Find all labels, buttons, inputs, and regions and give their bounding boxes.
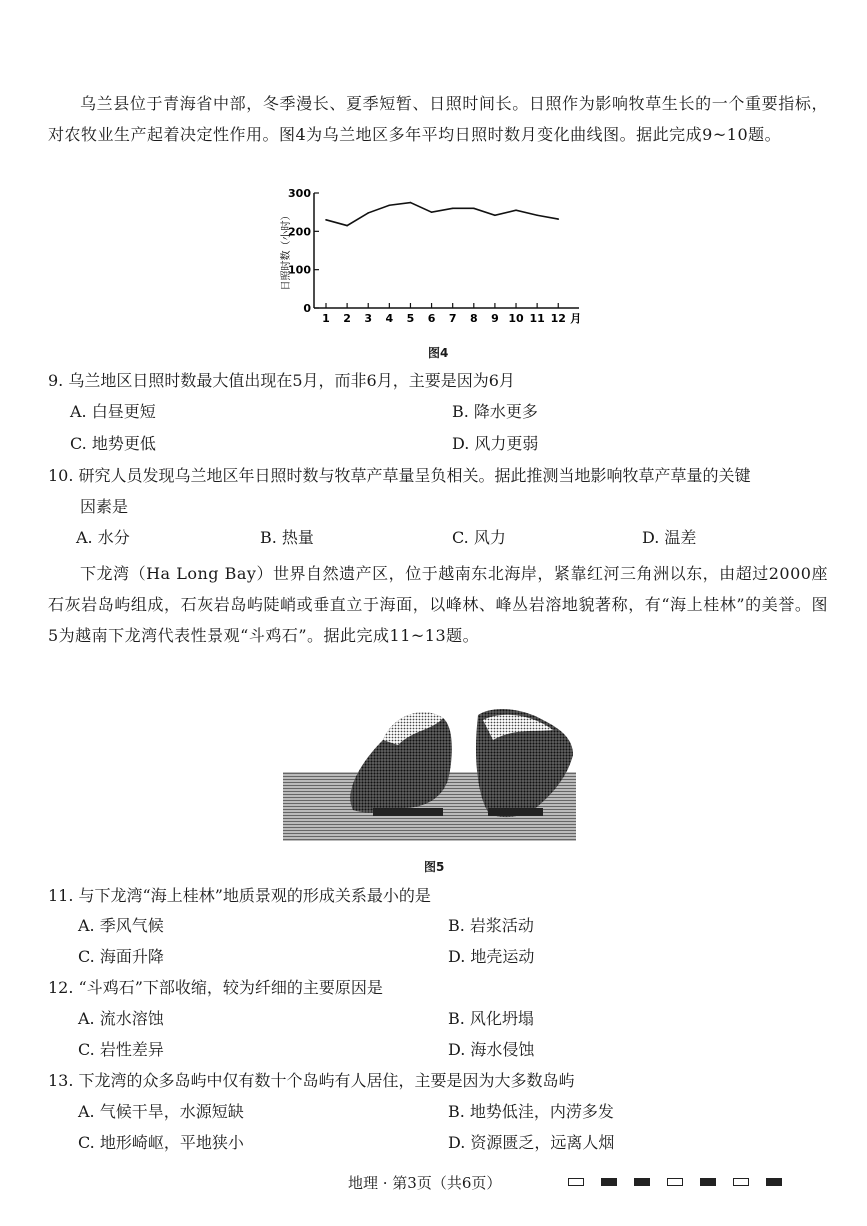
footer-mark: [733, 1178, 749, 1186]
q9-option-c[interactable]: C. 地势更低: [70, 434, 156, 453]
x-tick-label: 11: [529, 312, 545, 325]
x-tick-label: 3: [364, 312, 373, 325]
x-tick-label: 9: [491, 312, 499, 325]
q11-option-a[interactable]: A. 季风气候: [78, 916, 164, 935]
data-point: [410, 202, 412, 204]
x-axis-label: 月: [570, 312, 582, 325]
footer-mark: [766, 1178, 782, 1186]
data-point: [557, 218, 559, 220]
y-axis-label: 日照时数（小时）: [281, 210, 292, 291]
data-point: [389, 204, 391, 206]
q12-option-d[interactable]: D. 海水侵蚀: [448, 1040, 535, 1059]
intro-passage-1: 乌兰县位于青海省中部，冬季漫长、夏季短暂、日照时间长。日照作为影响牧草生长的一个重要指标，对农牧业生产起着决定性作用。图4为乌兰地区多年平均日照时数月变化曲线图。据此完成9~10题。: [48, 94, 828, 144]
q11-option-d[interactable]: D. 地壳运动: [448, 947, 535, 966]
page-footer: 地理 · 第3页（共6页）: [348, 1174, 502, 1192]
q13-option-a[interactable]: A. 气候干旱，水源短缺: [78, 1102, 244, 1121]
figure-5-caption: 图5: [424, 860, 445, 874]
figure-5-image: [283, 700, 576, 841]
x-tick-label: 2: [343, 312, 351, 325]
q10-option-b[interactable]: B. 热量: [260, 528, 314, 547]
x-tick-label: 10: [508, 312, 524, 325]
footer-mark: [568, 1178, 584, 1186]
figure-4-caption: 图4: [428, 346, 449, 360]
q12-option-a[interactable]: A. 流水溶蚀: [78, 1009, 164, 1028]
q11-stem: 11. 与下龙湾“海上桂林”地质景观的形成关系最小的是: [48, 886, 431, 905]
series-line: [326, 203, 558, 226]
q9-option-b[interactable]: B. 降水更多: [452, 402, 538, 421]
q13-option-d[interactable]: D. 资源匮乏，远离人烟: [448, 1133, 615, 1152]
x-tick-label: 6: [427, 312, 436, 325]
q13-option-b[interactable]: B. 地势低洼，内涝多发: [448, 1102, 614, 1121]
q13-option-c[interactable]: C. 地形崎岖，平地狭小: [78, 1133, 244, 1152]
x-tick-label: 5: [406, 312, 415, 325]
data-point: [536, 214, 538, 216]
data-point: [452, 208, 454, 210]
x-tick-label: 7: [448, 312, 457, 325]
q11-option-b[interactable]: B. 岩浆活动: [448, 916, 534, 935]
q10-option-d[interactable]: D. 温差: [642, 528, 697, 547]
x-tick-label: 8: [469, 312, 478, 325]
y-tick-label: 200: [288, 225, 311, 239]
data-point: [431, 211, 433, 213]
q9-option-a[interactable]: A. 白昼更短: [70, 402, 156, 421]
x-tick-label: 4: [385, 312, 394, 325]
q12-option-c[interactable]: C. 岩性差异: [78, 1040, 164, 1059]
y-tick-label: 300: [288, 187, 311, 200]
data-point: [515, 209, 517, 211]
footer-mark: [601, 1178, 617, 1186]
data-point: [346, 225, 348, 227]
q9-option-d[interactable]: D. 风力更弱: [452, 434, 539, 453]
q10-stem-continued: 因素是: [80, 497, 129, 516]
q12-option-b[interactable]: B. 风化坍塌: [448, 1009, 534, 1028]
q10-option-a[interactable]: A. 水分: [76, 528, 130, 547]
footer-mark: [634, 1178, 650, 1186]
x-tick-label: 12: [550, 312, 566, 325]
q13-stem: 13. 下龙湾的众多岛屿中仅有数十个岛屿有人居住，主要是因为大多数岛屿: [48, 1071, 575, 1090]
q10-stem: 10. 研究人员发现乌兰地区年日照时数与牧草产草量呈负相关。据此推测当地影响牧草产草量的关键: [48, 466, 751, 485]
data-point: [473, 208, 475, 210]
y-tick-label: 0: [303, 302, 311, 315]
intro-passage-2: 下龙湾（Ha Long Bay）世界自然遗产区，位于越南东北海岸，紧靠红河三角洲以东，由超过2000座石灰岩岛屿组成，石灰岩岛屿陡峭或垂直立于海面，以峰林、峰丛岩溶地貌著称，有“海上桂林”的美誉。图5为越南下龙湾代表性景观“斗鸡石”。据此完成11~13题。: [48, 564, 828, 645]
data-point: [325, 219, 327, 221]
q9-stem: 9. 乌兰地区日照时数最大值出现在5月，而非6月，主要是因为6月: [48, 371, 515, 390]
data-point: [494, 214, 496, 216]
y-tick-label: 100: [288, 263, 311, 277]
q11-option-c[interactable]: C. 海面升降: [78, 947, 164, 966]
footer-mark: [700, 1178, 716, 1186]
q12-stem: 12. “斗鸡石”下部收缩，较为纤细的主要原因是: [48, 978, 383, 997]
figure-4-chart: [270, 180, 600, 330]
x-tick-label: 1: [322, 312, 330, 325]
data-point: [367, 212, 369, 214]
q10-option-c[interactable]: C. 风力: [452, 528, 506, 547]
footer-mark: [667, 1178, 683, 1186]
